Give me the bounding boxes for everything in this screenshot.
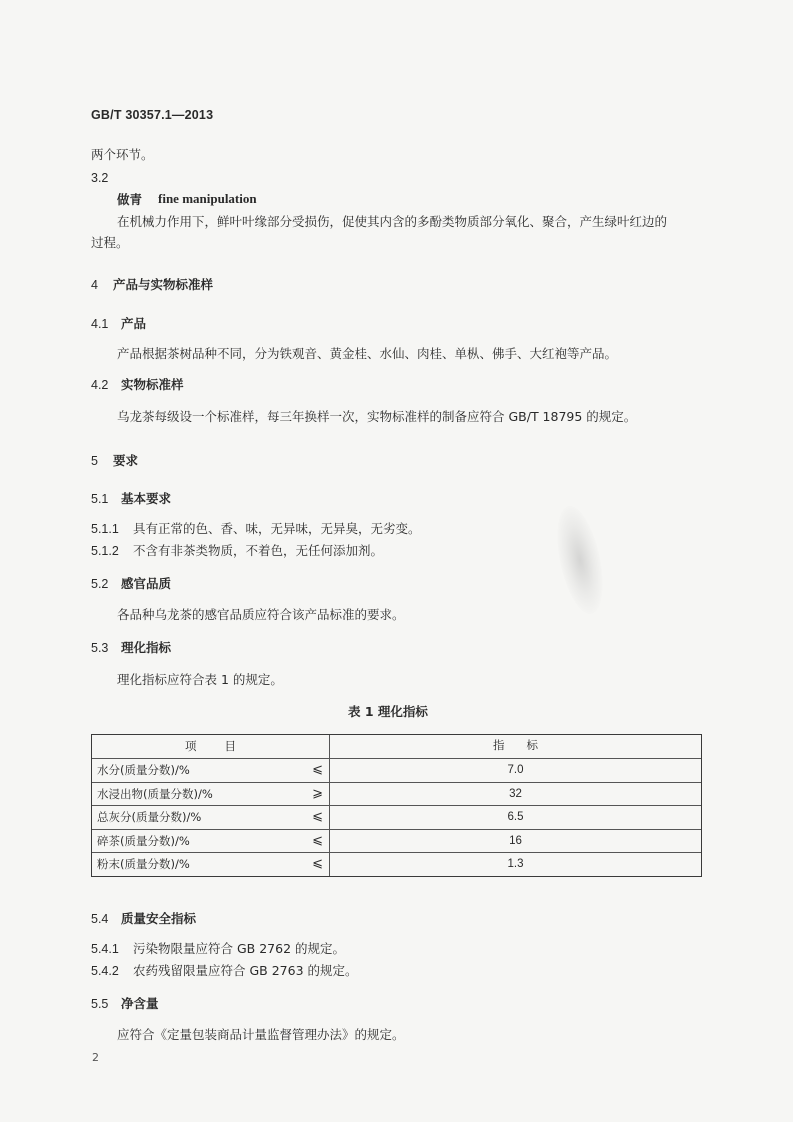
- scan-smudge: [549, 502, 611, 618]
- paragraph: 污染物限量应符合 GB 2762 的规定。: [133, 941, 345, 956]
- clause-number: 5.4.2: [91, 964, 119, 978]
- paragraph: 乌龙茶每级设一个标准样，每三年换样一次，实物标准样的制备应符合 GB/T 18795 的规定。: [117, 409, 637, 424]
- paragraph: 产品根据茶树品种不同，分为铁观音、黄金桂、水仙、肉桂、单枞、佛手、大红袍等产品。: [117, 346, 618, 361]
- table-row: [92, 758, 701, 782]
- item-label: 粉末(质量分数)/%: [97, 857, 190, 871]
- comparison-symbol: ⩽: [312, 856, 323, 871]
- section-number: 5.4: [91, 912, 109, 926]
- section-title: 产品: [121, 316, 147, 331]
- value-cell: [330, 830, 701, 853]
- paragraph: 不含有非茶类物质，不着色，无任何添加剂。: [133, 543, 384, 558]
- clause-number: 5.1.1: [91, 522, 119, 536]
- item-label: 碎茶(质量分数)/%: [97, 833, 190, 848]
- section-number: 5.5: [91, 997, 109, 1011]
- page-number: 2: [92, 1051, 99, 1064]
- value-cell: [330, 806, 701, 829]
- section-title: 感官品质: [121, 576, 172, 591]
- section-title: 理化指标: [121, 640, 172, 655]
- section-number: 5.1: [91, 492, 109, 506]
- item-label: 水浸出物(质量分数)/%: [97, 786, 213, 801]
- section-number: 4.2: [91, 378, 109, 392]
- header-cell-item: [92, 735, 330, 758]
- term-english: fine manipulation: [158, 191, 257, 206]
- header-label-item: 项目: [185, 739, 264, 753]
- item-cell: [92, 806, 330, 829]
- value-cell: [330, 853, 701, 876]
- table-row: [92, 782, 701, 806]
- paragraph: 各品种乌龙茶的感官品质应符合该产品标准的要求。: [117, 607, 405, 622]
- section-title: 基本要求: [121, 491, 172, 506]
- section-number: 4.1: [91, 317, 109, 331]
- item-value: 16: [509, 834, 522, 847]
- term-title: 做青: [117, 192, 143, 207]
- section-title: 质量安全指标: [121, 911, 197, 926]
- term-definition: 在机械力作用下，鲜叶叶缘部分受损伤，促使其内含的多酚类物质部分氧化、聚合，产生绿叶红边的: [117, 214, 668, 229]
- table-header-row: [92, 735, 701, 758]
- section-number: 5.2: [91, 577, 109, 591]
- item-value: 7.0: [507, 764, 524, 776]
- section-number: 5: [91, 454, 98, 468]
- standard-header: GB/T 30357.1—2013: [91, 108, 214, 122]
- section-title: 要求: [113, 453, 139, 468]
- clause-number: 5.1.2: [91, 544, 119, 558]
- item-label: 总灰分(质量分数)/%: [97, 810, 202, 824]
- table-row: [92, 829, 701, 853]
- item-label: 水分(质量分数)/%: [97, 763, 190, 777]
- text-line: 两个环节。: [91, 147, 154, 162]
- item-cell: [92, 759, 330, 782]
- item-value: 32: [509, 787, 522, 800]
- comparison-symbol: ⩽: [312, 832, 323, 848]
- paragraph: 具有正常的色、香、味，无异味，无异臭，无劣变。: [133, 521, 421, 536]
- section-title: 实物标准样: [121, 377, 184, 392]
- section-title: 产品与实物标准样: [113, 277, 214, 292]
- table-caption: 表 1 理化指标: [348, 704, 428, 719]
- item-value: 6.5: [507, 811, 524, 823]
- table-row: [92, 805, 701, 829]
- value-cell: [330, 759, 701, 782]
- item-cell: [92, 853, 330, 876]
- term-definition-cont: 过程。: [91, 235, 129, 250]
- section-number: 4: [91, 278, 98, 292]
- table-row: [92, 852, 701, 876]
- section-title: 净含量: [121, 996, 159, 1011]
- comparison-symbol: ⩾: [312, 785, 323, 801]
- paragraph: 理化指标应符合表 1 的规定。: [117, 672, 283, 687]
- paragraph: 农药残留限量应符合 GB 2763 的规定。: [133, 963, 358, 978]
- comparison-symbol: ⩽: [312, 809, 323, 824]
- properties-table: [91, 734, 702, 877]
- clause-number: 5.4.1: [91, 942, 119, 956]
- item-cell: [92, 783, 330, 806]
- header-cell-index: [330, 735, 701, 758]
- clause-number: 3.2: [91, 171, 109, 185]
- item-cell: [92, 830, 330, 853]
- item-value: 1.3: [507, 858, 524, 870]
- section-number: 5.3: [91, 641, 109, 655]
- header-label-index: 指标: [493, 740, 560, 752]
- paragraph: 应符合《定量包装商品计量监督管理办法》的规定。: [117, 1027, 405, 1042]
- comparison-symbol: ⩽: [312, 762, 323, 777]
- value-cell: [330, 783, 701, 806]
